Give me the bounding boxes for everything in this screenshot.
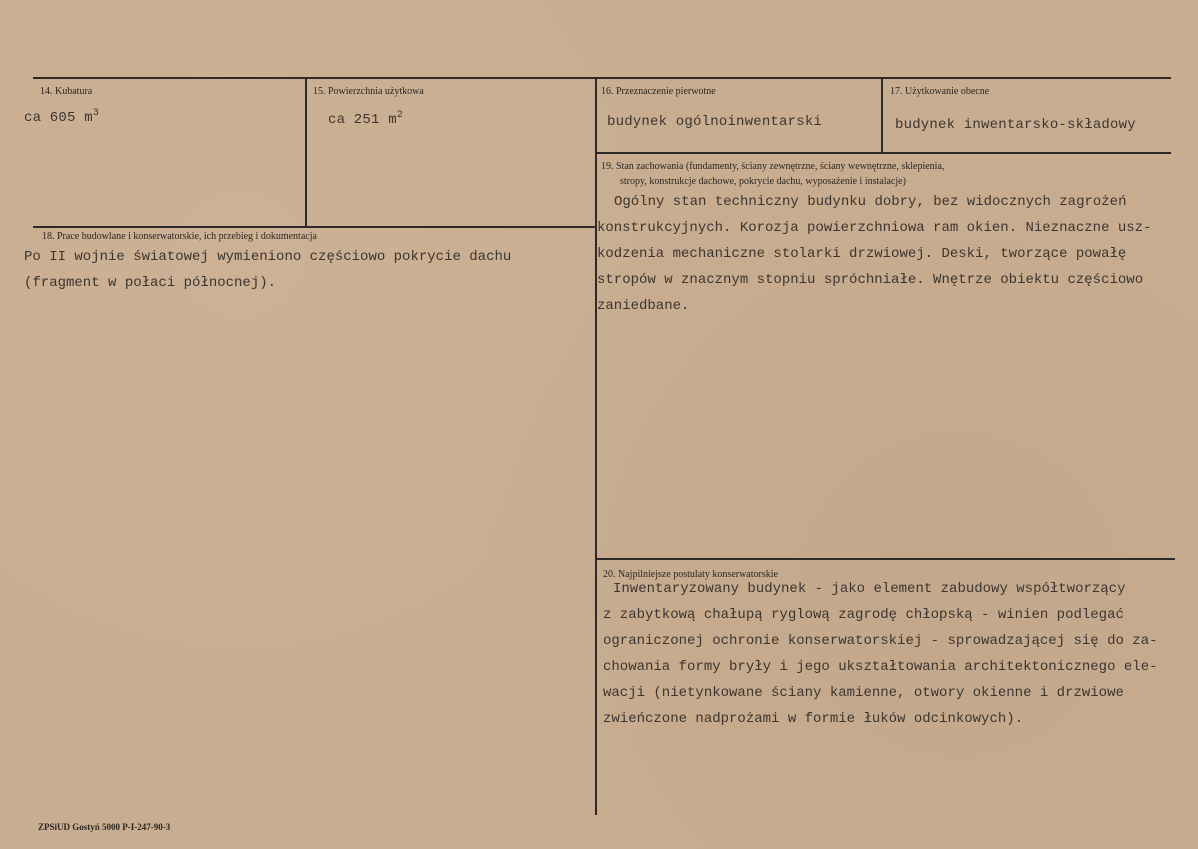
stan-line: kodzenia mechaniczne stolarki drzwiowej. Deski, tworzące powałę: [597, 246, 1127, 262]
top-rule: [33, 77, 1171, 79]
kubatura-value: [24, 110, 99, 126]
uzytkowanie-label: 17. Użytkowanie obecne: [890, 86, 990, 97]
przeznaczenie-value: budynek ogólnoinwentarski: [607, 114, 823, 130]
rule-under-19: [597, 558, 1175, 560]
divider-14-15: [305, 77, 307, 227]
uzytkowanie-value: budynek inwentarsko-składowy: [895, 117, 1136, 133]
kubatura-label: 14. Kubatura: [40, 86, 93, 97]
kubatura-value-text: ca 605 m: [24, 110, 93, 126]
stan-zachowania-text: [597, 189, 1162, 319]
prace-line: Po II wojnie światowej wymieniono częściowo pokrycie dachu: [24, 249, 512, 265]
postulaty-line: wacji (nietynkowane ściany kamienne, otwory okienne i drzwiowe: [603, 685, 1124, 701]
powierzchnia-label: 15. Powierzchnia użytkowa: [313, 86, 424, 97]
stan-line: Ogólny stan techniczny budynku dobry, bez widocznych zagrożeń: [614, 194, 1127, 210]
powierzchnia-unit-exponent: 2: [396, 110, 404, 121]
postulaty-text: [603, 576, 1183, 732]
powierzchnia-value-text: ca 251 m: [328, 112, 397, 128]
stan-zachowania-label-line1: 19. Stan zachowania (fundamenty, ściany zewnętrzne, ściany wewnętrzne, sklepienia,: [601, 161, 945, 172]
stan-line: konstrukcyjnych. Korozja powierzchniowa ram okien. Nieznaczne usz-: [597, 220, 1152, 236]
prace-budowlane-label: 18. Prace budowlane i konserwatorskie, ich przebieg i dokumentacja: [42, 231, 317, 242]
stan-line: zaniedbane.: [597, 298, 690, 314]
powierzchnia-value: [328, 112, 403, 128]
prace-budowlane-text: [24, 244, 584, 296]
postulaty-line: zwieńczone nadprożami w formie łuków odcinkowych).: [603, 711, 1024, 727]
stan-line: stropów w znacznym stopniu spróchniałe. Wnętrze obiektu częściowo: [597, 272, 1144, 288]
postulaty-label: 20. Najpilniejsze postulaty konserwatorskie: [603, 569, 778, 580]
postulaty-line: z zabytkową chałupą ryglową zagrodę chłopską - winien podlegać: [603, 607, 1124, 623]
przeznaczenie-label: 16. Przeznaczenie pierwotne: [601, 86, 716, 97]
divider-16-17: [881, 77, 883, 153]
divider-left-right: [595, 77, 597, 815]
rule-under-16-17: [595, 152, 1171, 154]
postulaty-line: Inwentaryzowany budynek - jako element zabudowy współtworzący: [613, 581, 1126, 597]
stan-zachowania-label-line2: stropy, konstrukcje dachowe, pokrycie dachu, wyposażenie i instalacje): [620, 176, 906, 187]
rule-under-14-15: [33, 226, 595, 228]
postulaty-line: ograniczonej ochronie konserwatorskiej - sprowadzającej się do za-: [603, 633, 1158, 649]
postulaty-line: chowania formy bryły i jego ukształtowania architektonicznego ele-: [603, 659, 1158, 675]
kubatura-unit-exponent: 3: [92, 108, 100, 119]
printer-imprint: ZPSiUD Gostyń 5000 P-I-247-90-3: [38, 822, 171, 832]
prace-line: (fragment w połaci północnej).: [24, 275, 277, 291]
